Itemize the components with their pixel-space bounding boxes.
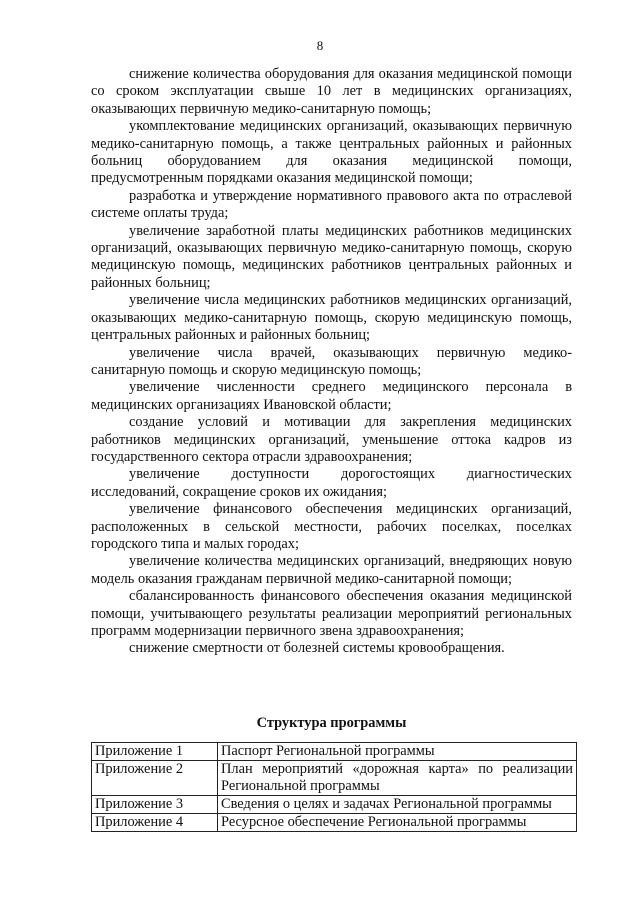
paragraph: создание условий и мотивации для закрепления медицинских работников медицинских организаций, уменьшение оттока кадров из государственного сектора отрасли здравоохранения;	[91, 414, 572, 465]
description-cell: Ресурсное обеспечение Региональной программы	[218, 814, 577, 832]
table-row	[92, 796, 577, 814]
appendix-cell: Приложение 1	[92, 743, 218, 761]
paragraph: увеличение числа врачей, оказывающих первичную медико-санитарную помощь и скорую медицинскую помощь;	[91, 344, 572, 378]
description-cell: План мероприятий «дорожная карта» по реализации Региональной программы	[218, 761, 577, 796]
structure-table	[91, 742, 577, 832]
paragraph: увеличение заработной платы медицинских работников медицинских организаций, оказывающих первичную медико-санитарную помощь, скорую медицинскую помощь, медицинских работников центральных районных и районных больниц;	[91, 222, 572, 291]
appendix-cell: Приложение 4	[92, 814, 218, 832]
appendix-cell: Приложение 3	[92, 796, 218, 814]
paragraph: увеличение числа медицинских работников медицинских организаций, оказывающих медико-санитарную помощь, скорую медицинскую помощь, центральных районных и районных больниц;	[91, 292, 572, 344]
page-number: 8	[316, 38, 324, 53]
section-title: Структура программы	[256, 715, 407, 731]
description-cell: Паспорт Региональной программы	[218, 743, 577, 761]
paragraph: сбалансированность финансового обеспечения оказания медицинской помощи, учитывающего результаты реализации мероприятий региональных программ модернизации первичного звена здравоохранения;	[91, 588, 572, 639]
table-row	[92, 814, 577, 832]
paragraph: увеличение финансового обеспечения медицинских организаций, расположенных в сельской местности, рабочих поселках, поселках городского типа и малых городах;	[91, 501, 572, 552]
paragraph: увеличение численности среднего медицинского персонала в медицинских организациях Ивановской области;	[91, 379, 572, 413]
table-row	[92, 761, 577, 796]
paragraph: укомплектование медицинских организаций, оказывающих первичную медико-санитарную помощь, а также центральных районных и районных больниц оборудованием для оказания медицинской помощи, предусмотренным порядками оказания медицинской помощи;	[91, 118, 572, 187]
paragraph: снижение смертности от болезней системы кровообращения.	[129, 640, 505, 657]
paragraph: увеличение доступности дорогостоящих диагностических исследований, сокращение сроков их ожидания;	[91, 466, 572, 500]
paragraph: разработка и утверждение нормативного правового акта по отраслевой системе оплаты труда;	[91, 187, 572, 222]
table-row	[92, 743, 577, 761]
body-text	[91, 66, 572, 658]
description-cell: Сведения о целях и задачах Региональной программы	[218, 796, 577, 814]
paragraph: снижение количества оборудования для оказания медицинской помощи со сроком эксплуатации свыше 10 лет в медицинских организациях, оказывающих первичную медико-санитарную помощь;	[91, 66, 572, 117]
paragraph: увеличение количества медицинских организаций, внедряющих новую модель оказания гражданам первичной медико-санитарной помощи;	[91, 553, 572, 587]
appendix-cell: Приложение 2	[92, 761, 218, 796]
